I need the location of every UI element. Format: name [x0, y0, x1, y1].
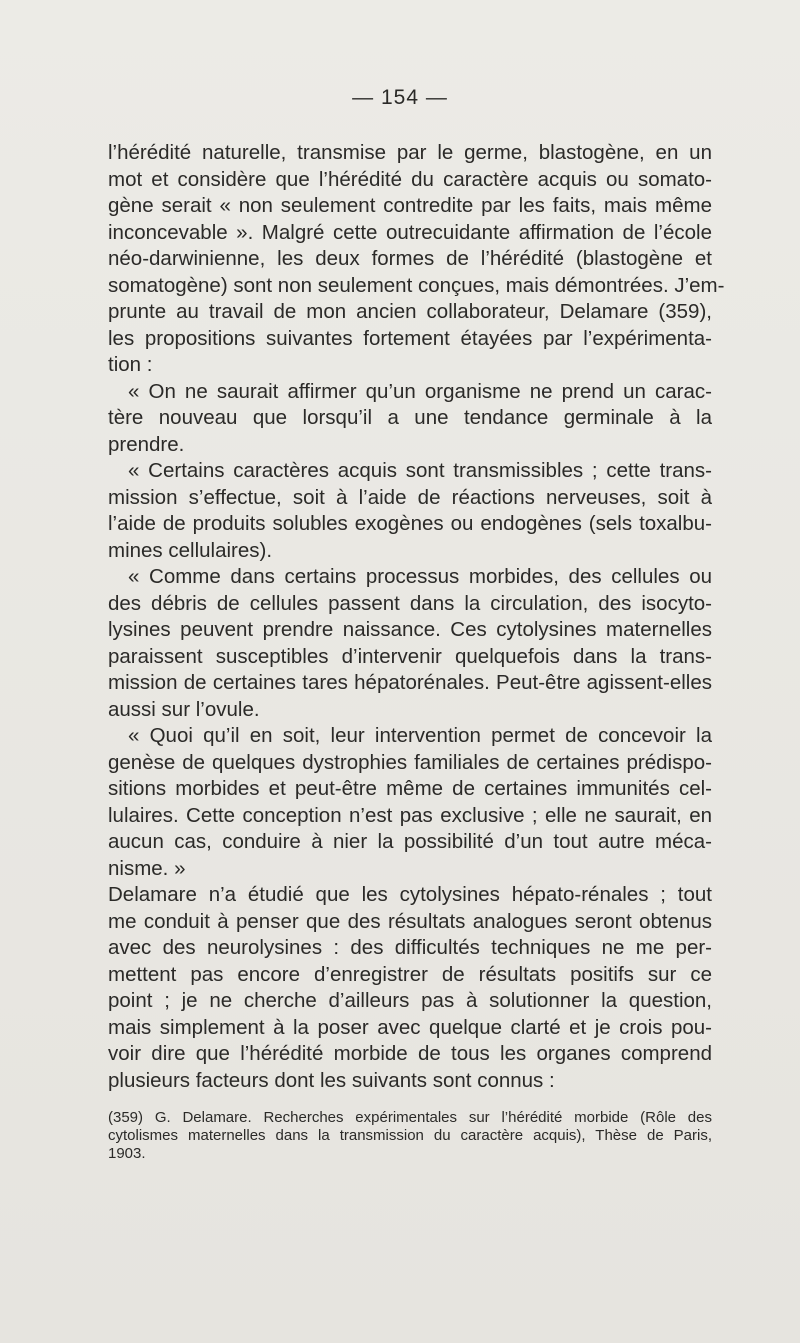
text-line: me conduit à penser que des résultats analogues seront obtenus	[108, 909, 712, 933]
text-line: avec des neurolysines : des difficultés techniques ne me per-	[108, 936, 712, 959]
quote-line: « Comme dans certains processus morbides, des cellules ou	[128, 565, 712, 588]
quote-line: genèse de quelques dystrophies familiales de certaines prédispo-	[108, 750, 712, 774]
text-line: plusieurs facteurs dont les suivants sont connus :	[108, 1068, 555, 1092]
text-line: néo-darwinienne, les deux formes de l’hérédité (blastogène et	[108, 247, 712, 270]
quote-line: mission s’effectue, soit à l’aide de réactions nerveuses, soit à	[108, 485, 712, 509]
text-line: les propositions suivantes fortement étayées par l’expérimenta-	[108, 326, 712, 350]
quote-line: l’aide de produits solubles exogènes ou endogènes (sels toxalbu-	[108, 512, 712, 535]
quote-line: « Quoi qu’il en soit, leur intervention permet de concevoir la	[128, 724, 712, 747]
text-line: gène serait « non seulement contredite par les faits, mais même	[108, 194, 712, 217]
quote-line: « On ne saurait affirmer qu’un organisme ne prend un carac-	[128, 379, 712, 403]
quote-line: aussi sur l’ovule.	[108, 697, 260, 721]
text-line: tion :	[108, 353, 153, 376]
page-number: — 154 —	[352, 86, 448, 109]
quote-line: tère nouveau que lorsqu’il a une tendance germinale à la	[108, 406, 712, 429]
quote-line: nisme. »	[108, 856, 186, 880]
body-text	[108, 140, 725, 1094]
quote-line: « Certains caractères acquis sont transmissibles ; cette trans-	[128, 459, 712, 482]
text-line: prunte au travail de mon ancien collaborateur, Delamare (359),	[108, 300, 712, 323]
quote-line: lysines peuvent prendre naissance. Ces cytolysines maternelles	[108, 618, 712, 641]
quote-line: sitions morbides et peut-être même de certaines immunités cel-	[108, 777, 712, 800]
text-line: mettent pas encore d’enregistrer de résultats positifs sur ce	[108, 962, 712, 986]
footnote-line: cytolismes maternelles dans la transmission du caractère acquis), Thèse de Paris,	[108, 1127, 712, 1144]
text-line: l’hérédité naturelle, transmise par le germe, blastogène, en un	[108, 141, 712, 164]
text-line: voir dire que l’hérédité morbide de tous les organes comprend	[108, 1042, 712, 1065]
quote-line: mission de certaines tares hépatorénales. Peut-être agissent-elles	[108, 671, 712, 694]
text-line: Delamare n’a étudié que les cytolysines hépato-rénales ; tout	[108, 883, 712, 906]
quote-line: prendre.	[108, 432, 185, 456]
footnote-line: (359) G. Delamare. Recherches expérimentales sur l’hérédité morbide (Rôle des	[108, 1109, 712, 1126]
quote-line: lulaires. Cette conception n’est pas exclusive ; elle ne saurait, en	[108, 803, 712, 827]
quote-line: paraissent susceptibles d’intervenir quelquefois dans la trans-	[108, 644, 712, 668]
footnote-line: 1903.	[108, 1145, 146, 1162]
quote-line: aucun cas, conduire à nier la possibilité d’un tout autre méca-	[108, 830, 712, 853]
text-line: point ; je ne cherche d’ailleurs pas à solutionner la question,	[108, 989, 712, 1012]
text-line: mot et considère que l’hérédité du caractère acquis ou somato-	[108, 167, 712, 191]
quote-line: des débris de cellules passent dans la circulation, des isocyto-	[108, 591, 712, 615]
text-line: inconcevable ». Malgré cette outrecuidante affirmation de l’école	[108, 220, 712, 244]
quote-line: mines cellulaires).	[108, 538, 273, 562]
footnote	[108, 1109, 712, 1163]
text-line: mais simplement à la poser avec quelque clarté et je crois pou-	[108, 1015, 712, 1039]
text-line: somatogène) sont non seulement conçues, mais démontrées. J’em-	[108, 273, 725, 297]
